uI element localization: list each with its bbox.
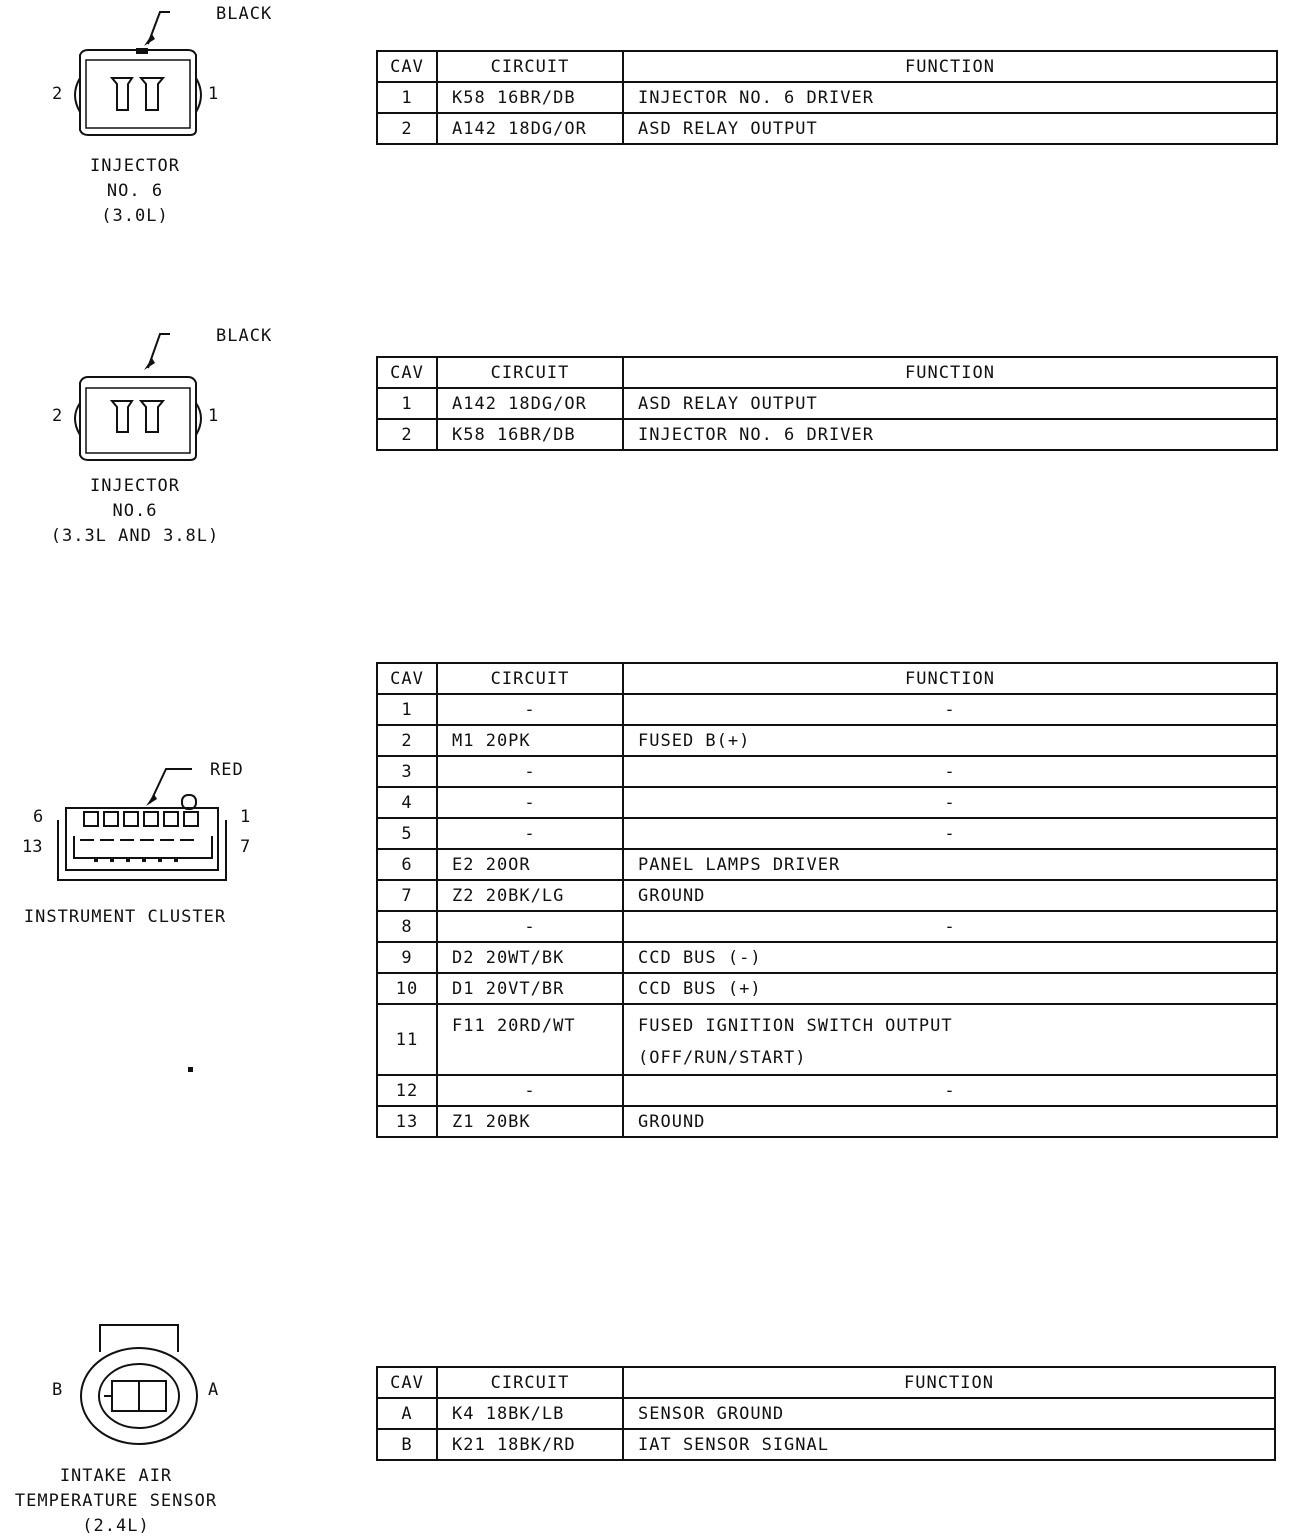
table-row [377, 849, 1277, 880]
pinout-table-instrument-cluster [376, 662, 1278, 1138]
table-row [377, 1106, 1277, 1137]
table-row [377, 787, 1277, 818]
circuit-cell: A142 18DG/OR [437, 388, 623, 419]
function-cell: - [623, 756, 1277, 787]
cav-cell: 2 [377, 419, 437, 450]
table-row [377, 911, 1277, 942]
circuit-cell: Z2 20BK/LG [437, 880, 623, 911]
table-row [377, 1429, 1275, 1460]
function-cell: - [623, 1075, 1277, 1106]
table-row [377, 388, 1277, 419]
table-row [377, 818, 1277, 849]
function-cell: GROUND [623, 1106, 1277, 1137]
pin-label: 1 [208, 84, 219, 104]
function-cell: GROUND [623, 880, 1277, 911]
table-row [377, 1075, 1277, 1106]
circuit-cell: D1 20VT/BR [437, 973, 623, 1004]
circuit-cell: - [437, 1075, 623, 1106]
header-circuit: CIRCUIT [437, 357, 623, 388]
circuit-cell: - [437, 787, 623, 818]
table-row [377, 973, 1277, 1004]
cav-cell: 12 [377, 1075, 437, 1106]
circuit-cell: - [437, 911, 623, 942]
pin-label: B [52, 1380, 63, 1400]
circuit-cell: - [437, 694, 623, 725]
function-cell: PANEL LAMPS DRIVER [623, 849, 1277, 880]
function-cell: - [623, 818, 1277, 849]
cav-cell: 13 [377, 1106, 437, 1137]
cav-cell: 11 [377, 1004, 437, 1075]
header-circuit: CIRCUIT [437, 51, 623, 82]
cav-cell: 1 [377, 388, 437, 419]
table-row [377, 725, 1277, 756]
circuit-cell: M1 20PK [437, 725, 623, 756]
header-circuit: CIRCUIT [437, 663, 623, 694]
table-row [377, 694, 1277, 725]
pin-label: 1 [208, 406, 219, 426]
cav-cell: 6 [377, 849, 437, 880]
header-circuit: CIRCUIT [437, 1367, 623, 1398]
iat-sensor-connector-icon [0, 0, 1, 1]
circuit-cell: F11 20RD/WT [437, 1004, 623, 1075]
table-row [377, 1004, 1277, 1075]
cav-cell: 1 [377, 82, 437, 113]
pinout-table-injector-6-3-3l [376, 356, 1278, 451]
circuit-cell: A142 18DG/OR [437, 113, 623, 144]
cav-cell: 1 [377, 694, 437, 725]
wire-color-label: BLACK [216, 4, 273, 24]
cav-cell: 2 [377, 725, 437, 756]
table-row [377, 419, 1277, 450]
header-function: FUNCTION [623, 51, 1277, 82]
cav-cell: 3 [377, 756, 437, 787]
circuit-cell: D2 20WT/BK [437, 942, 623, 973]
pin-label: 7 [240, 837, 251, 857]
connector-title: INSTRUMENT CLUSTER [23, 907, 227, 927]
header-function: FUNCTION [623, 1367, 1275, 1398]
table-row [377, 880, 1277, 911]
cav-cell: 8 [377, 911, 437, 942]
function-cell: CCD BUS (+) [623, 973, 1277, 1004]
header-cav: CAV [377, 1367, 437, 1398]
circuit-cell: E2 20OR [437, 849, 623, 880]
header-function: FUNCTION [623, 663, 1277, 694]
function-cell: ASD RELAY OUTPUT [623, 388, 1277, 419]
pinout-table-iat-sensor [376, 1366, 1276, 1461]
pin-label: 2 [52, 406, 63, 426]
cav-cell: 10 [377, 973, 437, 1004]
pin-label: 6 [33, 807, 44, 827]
connector-title: INJECTOR NO.6 (3.3L AND 3.8L) [50, 476, 220, 546]
wire-color-label: RED [210, 760, 244, 780]
function-cell: IAT SENSOR SIGNAL [623, 1429, 1275, 1460]
function-cell: - [623, 911, 1277, 942]
table-header-row [377, 663, 1277, 694]
table-header-row [377, 1367, 1275, 1398]
header-cav: CAV [377, 357, 437, 388]
pinout-table-injector-6-3-0l [376, 50, 1278, 145]
pin-label: 13 [22, 837, 43, 857]
cav-cell: 5 [377, 818, 437, 849]
function-cell: FUSED IGNITION SWITCH OUTPUT (OFF/RUN/START) [623, 1004, 1277, 1075]
function-cell: SENSOR GROUND [623, 1398, 1275, 1429]
header-function: FUNCTION [623, 357, 1277, 388]
function-cell: CCD BUS (-) [623, 942, 1277, 973]
function-cell: INJECTOR NO. 6 DRIVER [623, 82, 1277, 113]
pin-label: 2 [52, 84, 63, 104]
circuit-cell: K21 18BK/RD [437, 1429, 623, 1460]
function-cell: ASD RELAY OUTPUT [623, 113, 1277, 144]
circuit-cell: Z1 20BK [437, 1106, 623, 1137]
function-cell: - [623, 787, 1277, 818]
cav-cell: B [377, 1429, 437, 1460]
circuit-cell: K4 18BK/LB [437, 1398, 623, 1429]
table-row [377, 1398, 1275, 1429]
table-row [377, 756, 1277, 787]
header-cav: CAV [377, 51, 437, 82]
function-cell: FUSED B(+) [623, 725, 1277, 756]
circuit-cell: K58 16BR/DB [437, 82, 623, 113]
table-header-row [377, 51, 1277, 82]
function-cell: INJECTOR NO. 6 DRIVER [623, 419, 1277, 450]
table-row [377, 942, 1277, 973]
cav-cell: 2 [377, 113, 437, 144]
function-cell: - [623, 694, 1277, 725]
cav-cell: 7 [377, 880, 437, 911]
circuit-cell: - [437, 818, 623, 849]
pin-label: 1 [240, 807, 251, 827]
circuit-cell: - [437, 756, 623, 787]
table-row [377, 113, 1277, 144]
table-header-row [377, 357, 1277, 388]
cav-cell: A [377, 1398, 437, 1429]
cav-cell: 4 [377, 787, 437, 818]
connector-title: INTAKE AIR TEMPERATURE SENSOR (2.4L) [14, 1466, 218, 1536]
wire-color-label: BLACK [216, 326, 273, 346]
table-row [377, 82, 1277, 113]
circuit-cell: K58 16BR/DB [437, 419, 623, 450]
cav-cell: 9 [377, 942, 437, 973]
pin-label: A [208, 1380, 219, 1400]
header-cav: CAV [377, 663, 437, 694]
connector-title: INJECTOR NO. 6 (3.0L) [90, 156, 180, 226]
